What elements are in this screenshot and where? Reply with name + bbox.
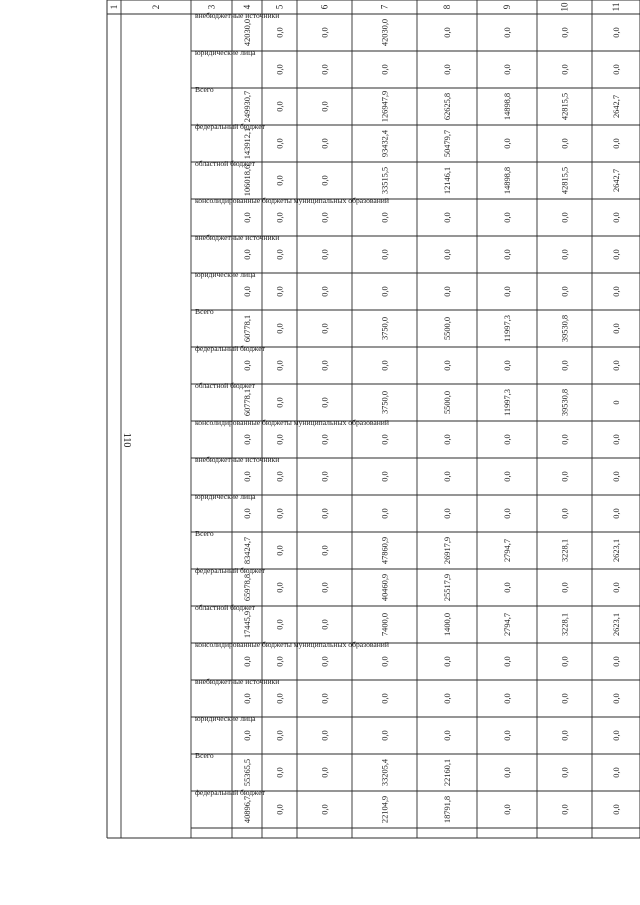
budget-value: 0,0 (560, 64, 570, 75)
budget-value: 40896,7 (243, 795, 252, 824)
budget-value: 143912,1 (243, 127, 252, 160)
budget-value: 0,0 (560, 471, 570, 482)
budget-value: 0,0 (243, 434, 252, 445)
budget-value: 0,0 (503, 434, 512, 445)
budget-value: 0,0 (612, 138, 621, 149)
budget-value: 0,0 (320, 286, 330, 297)
budget-value: 106018,6 (243, 164, 252, 197)
budget-value: 0,0 (243, 286, 252, 297)
budget-value: 0,0 (560, 360, 570, 371)
budget-value: 0,0 (612, 360, 621, 371)
budget-value: 65978,8 (243, 573, 252, 602)
budget-value: 0,0 (380, 64, 390, 75)
funding-source: юридические лица (195, 714, 256, 723)
budget-value: 0,0 (320, 619, 330, 630)
funding-source: юридические лица (195, 48, 256, 57)
funding-source: Всего (195, 307, 214, 316)
budget-value: 0,0 (320, 360, 330, 371)
budget-value: 0,0 (443, 249, 452, 260)
budget-value: 60778,1 (243, 388, 252, 417)
budget-value: 0,0 (275, 212, 285, 223)
budget-value: 0,0 (320, 471, 330, 482)
budget-value: 0,0 (503, 212, 512, 223)
budget-value: 0,0 (275, 64, 285, 75)
budget-value: 0,0 (503, 27, 512, 38)
budget-value: 2623,1 (612, 612, 621, 637)
budget-value: 93432,4 (380, 129, 390, 158)
budget-value: 0,0 (275, 767, 285, 778)
budget-value: 0,0 (275, 693, 285, 704)
budget-value: 0,0 (560, 138, 570, 149)
budget-value: 0,0 (275, 27, 285, 38)
budget-value: 0,0 (612, 286, 621, 297)
budget-value: 0,0 (443, 471, 452, 482)
budget-value: 0,0 (380, 249, 390, 260)
budget-value: 0,0 (612, 212, 621, 223)
budget-value: 0,0 (275, 323, 285, 334)
budget-value: 0,0 (320, 175, 330, 186)
budget-value: 11997,3 (503, 389, 512, 416)
budget-value: 0,0 (443, 508, 452, 519)
budget-value: 0,0 (503, 693, 512, 704)
budget-value: 0,0 (560, 434, 570, 445)
funding-source: внебюджетные источники (195, 455, 280, 464)
budget-value: 18791,8 (443, 795, 452, 824)
budget-value: 0,0 (612, 471, 621, 482)
budget-value: 0,0 (503, 804, 512, 815)
funding-source: консолидированные бюджеты муниципальных образований (195, 196, 389, 205)
budget-value: 0,0 (275, 730, 285, 741)
funding-source: областной бюджет (195, 159, 255, 168)
budget-value: 0,0 (320, 693, 330, 704)
budget-value: 42815,5 (560, 92, 570, 121)
funding-source: Всего (195, 529, 214, 538)
budget-value: 47860,9 (380, 536, 390, 565)
budget-value: 0,0 (612, 693, 621, 704)
funding-source: федеральный бюджет (195, 788, 265, 797)
funding-source: областной бюджет (195, 603, 255, 612)
budget-value: 0,0 (320, 323, 330, 334)
budget-value: 0,0 (320, 212, 330, 223)
funding-source: консолидированные бюджеты муниципальных образований (195, 418, 389, 427)
budget-value: 0,0 (560, 286, 570, 297)
budget-value: 5500,0 (443, 316, 452, 341)
budget-value: 83424,7 (243, 536, 252, 565)
budget-value: 42815,5 (560, 166, 570, 195)
budget-value: 0,0 (275, 397, 285, 408)
budget-value: 0,0 (612, 64, 621, 75)
budget-value: 0,0 (275, 804, 285, 815)
budget-value: 0,0 (320, 508, 330, 519)
budget-value: 33515,5 (380, 166, 390, 195)
budget-value: 0,0 (443, 693, 452, 704)
funding-source: Всего (195, 85, 214, 94)
budget-value: 0,0 (243, 212, 252, 223)
budget-value: 0,0 (320, 64, 330, 75)
budget-value: 0,0 (612, 323, 621, 334)
budget-value: 14898,8 (503, 166, 512, 195)
budget-value: 0,0 (612, 249, 621, 260)
budget-value: 0,0 (243, 471, 252, 482)
budget-value: 50479,7 (443, 129, 452, 158)
budget-value: 26917,9 (443, 536, 452, 565)
budget-value: 3228,1 (560, 612, 570, 637)
column-number: 3 (206, 4, 217, 10)
budget-value: 2623,1 (612, 538, 621, 563)
budget-table (107, 0, 640, 838)
budget-value: 0,0 (503, 656, 512, 667)
budget-value: 0,0 (503, 360, 512, 371)
budget-value: 0,0 (612, 434, 621, 445)
budget-value: 60778,1 (243, 314, 252, 343)
budget-value: 0,0 (560, 804, 570, 815)
budget-value: 39530,8 (560, 388, 570, 417)
budget-value: 0,0 (503, 730, 512, 741)
budget-value: 0,0 (320, 27, 330, 38)
budget-value: 0 (612, 400, 621, 405)
budget-value: 0,0 (443, 360, 452, 371)
column-number: 5 (274, 4, 285, 10)
budget-value: 0,0 (243, 508, 252, 519)
column-number: 7 (379, 4, 390, 10)
budget-value: 11997,3 (503, 315, 512, 342)
budget-value: 0,0 (612, 27, 621, 38)
funding-source: юридические лица (195, 492, 256, 501)
budget-value: 0,0 (560, 27, 570, 38)
budget-value: 0,0 (320, 730, 330, 741)
budget-value: 0,0 (320, 767, 330, 778)
funding-source: Всего (195, 751, 214, 760)
budget-value: 0,0 (243, 656, 252, 667)
budget-value: 0,0 (380, 360, 390, 371)
budget-value: 3750,0 (380, 390, 390, 415)
budget-value: 0,0 (503, 767, 512, 778)
budget-value: 0,0 (612, 730, 621, 741)
budget-value: 0,0 (503, 138, 512, 149)
budget-value: 0,0 (503, 582, 512, 593)
budget-value: 0,0 (380, 693, 390, 704)
budget-value: 0,0 (560, 693, 570, 704)
budget-value: 0,0 (443, 64, 452, 75)
funding-source: федеральный бюджет (195, 344, 265, 353)
budget-value: 0,0 (612, 582, 621, 593)
budget-value: 0,0 (320, 656, 330, 667)
budget-value: 0,0 (275, 249, 285, 260)
budget-value: 0,0 (380, 508, 390, 519)
budget-value: 3750,0 (380, 316, 390, 341)
budget-value: 2794,7 (503, 538, 512, 563)
budget-value: 0,0 (243, 360, 252, 371)
budget-value: 22104,9 (380, 795, 390, 824)
budget-value: 0,0 (320, 249, 330, 260)
budget-value: 39530,8 (560, 314, 570, 343)
budget-value: 0,0 (275, 360, 285, 371)
budget-value: 0,0 (443, 212, 452, 223)
budget-value: 62625,8 (443, 92, 452, 121)
budget-value: 0,0 (320, 397, 330, 408)
budget-value: 0,0 (275, 434, 285, 445)
column-number: 6 (319, 4, 330, 10)
funding-source: юридические лица (195, 270, 256, 279)
budget-value: 0,0 (275, 545, 285, 556)
funding-source: федеральный бюджет (195, 566, 265, 575)
budget-value: 42030,0 (243, 18, 252, 47)
budget-value: 1400,0 (443, 612, 452, 637)
budget-value: 0,0 (275, 508, 285, 519)
budget-value: 0,0 (503, 249, 512, 260)
budget-value: 0,0 (275, 175, 285, 186)
page-number: 110 (121, 432, 132, 448)
budget-value: 0,0 (320, 138, 330, 149)
budget-value: 22160,1 (443, 758, 452, 787)
budget-value: 126947,9 (380, 90, 390, 123)
budget-value: 0,0 (380, 434, 390, 445)
budget-value: 0,0 (503, 471, 512, 482)
budget-value: 0,0 (443, 656, 452, 667)
budget-value: 0,0 (275, 619, 285, 630)
budget-value: 0,0 (320, 101, 330, 112)
budget-value: 0,0 (380, 656, 390, 667)
budget-value: 0,0 (380, 471, 390, 482)
budget-value: 12146,1 (443, 166, 452, 195)
budget-value: 0,0 (380, 730, 390, 741)
budget-value: 0,0 (443, 434, 452, 445)
budget-value: 0,0 (560, 656, 570, 667)
budget-value: 0,0 (560, 730, 570, 741)
budget-value: 0,0 (612, 656, 621, 667)
budget-value: 0,0 (320, 434, 330, 445)
budget-value: 2794,7 (503, 612, 512, 637)
budget-value: 0,0 (275, 656, 285, 667)
budget-value: 0,0 (243, 249, 252, 260)
budget-value: 0,0 (243, 730, 252, 741)
budget-value: 0,0 (443, 730, 452, 741)
budget-value: 0,0 (275, 471, 285, 482)
column-number: 8 (442, 4, 452, 10)
budget-value: 0,0 (275, 582, 285, 593)
budget-value: 0,0 (560, 582, 570, 593)
budget-value: 2642,7 (612, 94, 621, 119)
budget-value: 0,0 (503, 508, 512, 519)
budget-value: 42030,0 (380, 18, 390, 47)
funding-source: федеральный бюджет (195, 122, 265, 131)
budget-value: 0,0 (320, 582, 330, 593)
budget-value: 0,0 (380, 212, 390, 223)
budget-value: 0,0 (612, 767, 621, 778)
budget-value: 7400,0 (380, 612, 390, 637)
budget-value: 0,0 (443, 286, 452, 297)
column-number: 11 (611, 2, 621, 12)
budget-value: 0,0 (612, 508, 621, 519)
budget-value: 0,0 (612, 804, 621, 815)
budget-value: 0,0 (320, 804, 330, 815)
budget-value: 0,0 (503, 64, 512, 75)
column-number: 9 (502, 4, 512, 10)
budget-value: 0,0 (275, 101, 285, 112)
budget-value: 0,0 (380, 286, 390, 297)
budget-value: 0,0 (275, 138, 285, 149)
funding-source: консолидированные бюджеты муниципальных образований (195, 640, 389, 649)
funding-source: областной бюджет (195, 381, 255, 390)
budget-value: 40460,9 (380, 573, 390, 602)
budget-value: 0,0 (560, 508, 570, 519)
budget-value: 2642,7 (612, 168, 621, 193)
funding-source: внебюджетные источники (195, 11, 280, 20)
budget-value: 3228,1 (560, 538, 570, 563)
budget-value: 5500,0 (443, 390, 452, 415)
column-number: 1 (109, 4, 119, 10)
budget-value: 0,0 (243, 693, 252, 704)
budget-value: 0,0 (275, 286, 285, 297)
budget-value: 0,0 (560, 249, 570, 260)
budget-value: 0,0 (320, 545, 330, 556)
funding-source: внебюджетные источники (195, 233, 280, 242)
budget-value: 0,0 (503, 286, 512, 297)
budget-value: 14898,8 (503, 92, 512, 121)
column-number: 4 (242, 4, 252, 10)
budget-value: 0,0 (560, 212, 570, 223)
budget-value: 17445,9 (243, 610, 252, 639)
budget-value: 0,0 (443, 27, 452, 38)
budget-value: 33205,4 (380, 758, 390, 787)
budget-value: 25517,9 (443, 573, 452, 602)
funding-source: внебюджетные источники (195, 677, 280, 686)
budget-value: 249930,7 (243, 90, 252, 123)
column-number: 10 (559, 2, 570, 12)
budget-value: 0,0 (560, 767, 570, 778)
budget-value: 55365,5 (243, 758, 252, 787)
column-number: 2 (151, 4, 161, 10)
